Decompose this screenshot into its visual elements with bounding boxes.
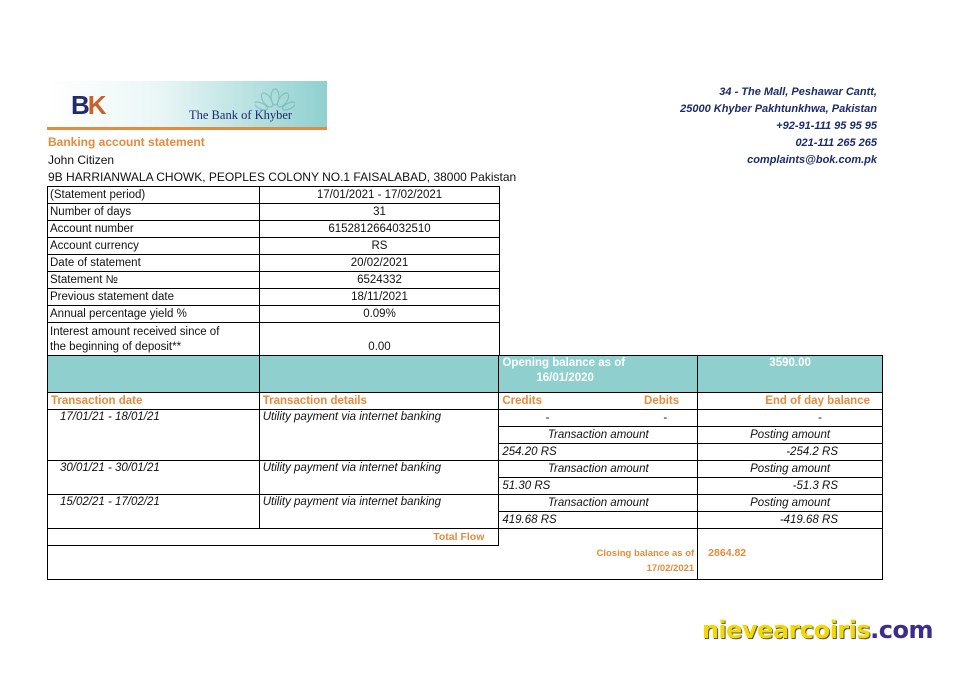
header-credits: Credits: [499, 393, 596, 410]
tx-details: Utility payment via internet banking: [259, 461, 499, 495]
total-flow-label: Total Flow: [259, 529, 499, 546]
info-value: 18/11/2021: [260, 289, 500, 306]
header-details: Transaction details: [259, 393, 499, 410]
opening-balance-row: [48, 356, 883, 393]
info-value: 20/02/2021: [260, 255, 500, 272]
column-headers: [48, 393, 883, 410]
header-debits: Debits: [596, 393, 698, 410]
info-row: [48, 255, 500, 272]
tx-debit: -: [596, 410, 698, 427]
info-row: [48, 289, 500, 306]
info-row: [48, 272, 500, 289]
info-row: [48, 204, 500, 221]
info-row: [48, 187, 500, 204]
tx-credit: -: [499, 410, 596, 427]
bank-address-line: 25000 Khyber Pakhtunkhwa, Pakistan: [680, 103, 877, 115]
info-row: [48, 238, 500, 255]
info-row: [48, 323, 500, 356]
tx-date: 15/02/21 - 17/02/21: [48, 495, 260, 529]
info-label: Account number: [48, 221, 260, 238]
info-value: 6524332: [260, 272, 500, 289]
info-value: 17/01/2021 - 17/02/2021: [260, 187, 500, 204]
table-row: [48, 410, 883, 427]
tx-amount: 51.30 RS: [499, 478, 698, 495]
tx-posting-label: Posting amount: [698, 427, 883, 444]
closing-balance-label: Closing balance as of 17/02/2021: [499, 546, 698, 580]
logo-mark: BK: [71, 90, 105, 120]
info-label: Statement №: [48, 272, 260, 289]
info-label: (Statement period): [48, 187, 260, 204]
table-row: [48, 495, 883, 512]
info-value: RS: [260, 238, 500, 255]
bank-email: complaints@bok.com.pk: [747, 154, 877, 166]
tx-date: 17/01/21 - 18/01/21: [48, 410, 260, 461]
bank-phone: 021-111 265 265: [795, 137, 877, 149]
opening-balance-value: 3590.00: [698, 356, 883, 393]
tx-posting: -254.2 RS: [698, 444, 883, 461]
bank-address: [680, 84, 877, 169]
logo-underline: [47, 127, 327, 130]
tx-amount-label: Transaction amount: [499, 495, 698, 512]
tx-posting: -51.3 RS: [698, 478, 883, 495]
customer-name: John Citizen: [48, 153, 115, 167]
tx-amount: 419.68 RS: [499, 512, 698, 529]
total-flow-row: [48, 529, 883, 546]
info-value: 0.09%: [260, 306, 500, 323]
tx-amount-label: Transaction amount: [499, 427, 698, 444]
tx-amount: 254.20 RS: [499, 444, 698, 461]
info-label: Previous statement date: [48, 289, 260, 306]
tx-balance: -: [698, 410, 883, 427]
tx-details: Utility payment via internet banking: [259, 410, 499, 461]
watermark: nievearcoiris.com: [701, 616, 933, 644]
tx-posting: -419.68 RS: [698, 512, 883, 529]
info-label: Interest amount received since of the beginning of deposit**: [48, 323, 260, 356]
customer-address: 9B HARRIANWALA CHOWK, PEOPLES COLONY NO.1 FAISALABAD, 38000 Pakistan: [48, 170, 517, 184]
bank-phone: +92-91-111 95 95 95: [776, 120, 877, 132]
info-row: [48, 221, 500, 238]
info-value: 6152812664032510: [260, 221, 500, 238]
opening-balance-label: Opening balance as of 16/01/2020: [499, 356, 698, 393]
info-label: Account currency: [48, 238, 260, 255]
table-row: [48, 461, 883, 478]
info-label: Annual percentage yield %: [48, 306, 260, 323]
transactions-table: [47, 355, 883, 580]
tx-amount-label: Transaction amount: [499, 461, 698, 478]
closing-balance-value: 2864.82: [698, 546, 883, 580]
bank-address-line: 34 - The Mall, Peshawar Cantt,: [719, 86, 877, 98]
info-label: Date of statement: [48, 255, 260, 272]
header-date: Transaction date: [48, 393, 260, 410]
info-value: 0.00: [260, 323, 500, 356]
tx-details: Utility payment via internet banking: [259, 495, 499, 529]
header-balance: End of day balance: [698, 393, 883, 410]
bank-logo: [47, 81, 327, 128]
tx-posting-label: Posting amount: [698, 495, 883, 512]
tx-date: 30/01/21 - 30/01/21: [48, 461, 260, 495]
info-row: [48, 306, 500, 323]
info-label: Number of days: [48, 204, 260, 221]
bank-name: The Bank of Khyber: [189, 108, 293, 122]
account-info-table: [47, 186, 500, 356]
tx-posting-label: Posting amount: [698, 461, 883, 478]
statement-title: Banking account statement: [48, 135, 205, 149]
info-value: 31: [260, 204, 500, 221]
closing-balance-row: [48, 546, 883, 580]
